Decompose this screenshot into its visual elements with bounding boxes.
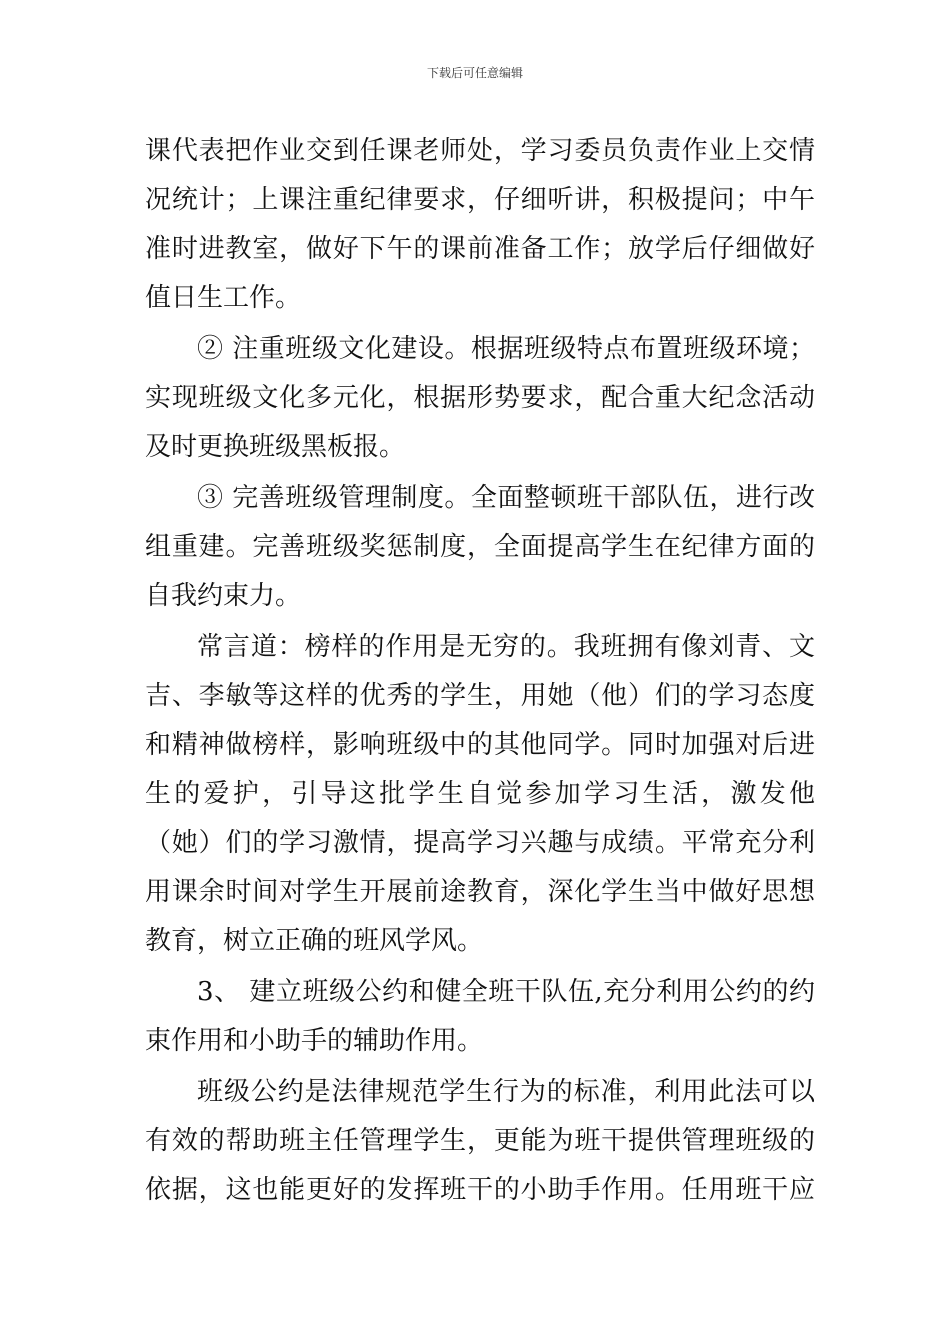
text-line: 依据，这也能更好的发挥班干的小助手作用。任用班干应: [145, 1175, 815, 1205]
text-line: 束作用和小助手的辅助作用。: [145, 1026, 484, 1056]
text-line: 值日生工作。: [145, 283, 302, 313]
text-line: 自我约束力。: [145, 581, 302, 611]
text-line: 及时更换班级黑板报。: [145, 432, 406, 462]
text-line: 生的爱护，引导这批学生自觉参加学习生活，激发他: [145, 779, 815, 809]
paragraph: [145, 325, 815, 472]
text-line: ③ 完善班级管理制度。全面整顿班干部队伍，进行改: [197, 483, 815, 513]
text-line: （她）们的学习激情，提高学习兴趣与成绩。平常充分利: [145, 828, 815, 858]
text-line: 有效的帮助班主任管理学生，更能为班干提供管理班级的: [145, 1126, 815, 1156]
document-body: [145, 127, 815, 1215]
text-line: 实现班级文化多元化，根据形势要求，配合重大纪念活动: [145, 383, 815, 413]
page-header: 下载后可任意编辑: [426, 66, 523, 80]
text-line: ② 注重班级文化建设。根据班级特点布置班级环境；: [197, 334, 815, 364]
text-line: 组重建。完善班级奖惩制度，全面提高学生在纪律方面的: [145, 532, 815, 562]
paragraph: [145, 127, 815, 323]
text-line: 教育，树立正确的班风学风。: [145, 926, 484, 956]
paragraph: [145, 623, 815, 966]
text-line: 班级公约是法律规范学生行为的标准，利用此法可以: [197, 1077, 815, 1107]
paragraph: [145, 1068, 815, 1215]
text-line: 课代表把作业交到任课老师处，学习委员负责作业上交情: [145, 136, 815, 166]
text-line: 常言道：榜样的作用是无穷的。我班拥有像刘青、文: [197, 632, 815, 662]
text-line: 吉、李敏等这样的优秀的学生，用她（他）们的学习态度: [145, 681, 815, 711]
text-line: 用课余时间对学生开展前途教育，深化学生当中做好思想: [145, 877, 815, 907]
paragraph: [145, 968, 815, 1066]
paragraph: [145, 474, 815, 621]
text-line: 况统计；上课注重纪律要求，仔细听讲，积极提问；中午: [145, 185, 815, 215]
text-line: 3、 建立班级公约和健全班干队伍,充分利用公约的约: [197, 977, 815, 1007]
text-line: 和精神做榜样，影响班级中的其他同学。同时加强对后进: [145, 730, 815, 760]
text-line: 准时进教室，做好下午的课前准备工作；放学后仔细做好: [145, 234, 815, 264]
